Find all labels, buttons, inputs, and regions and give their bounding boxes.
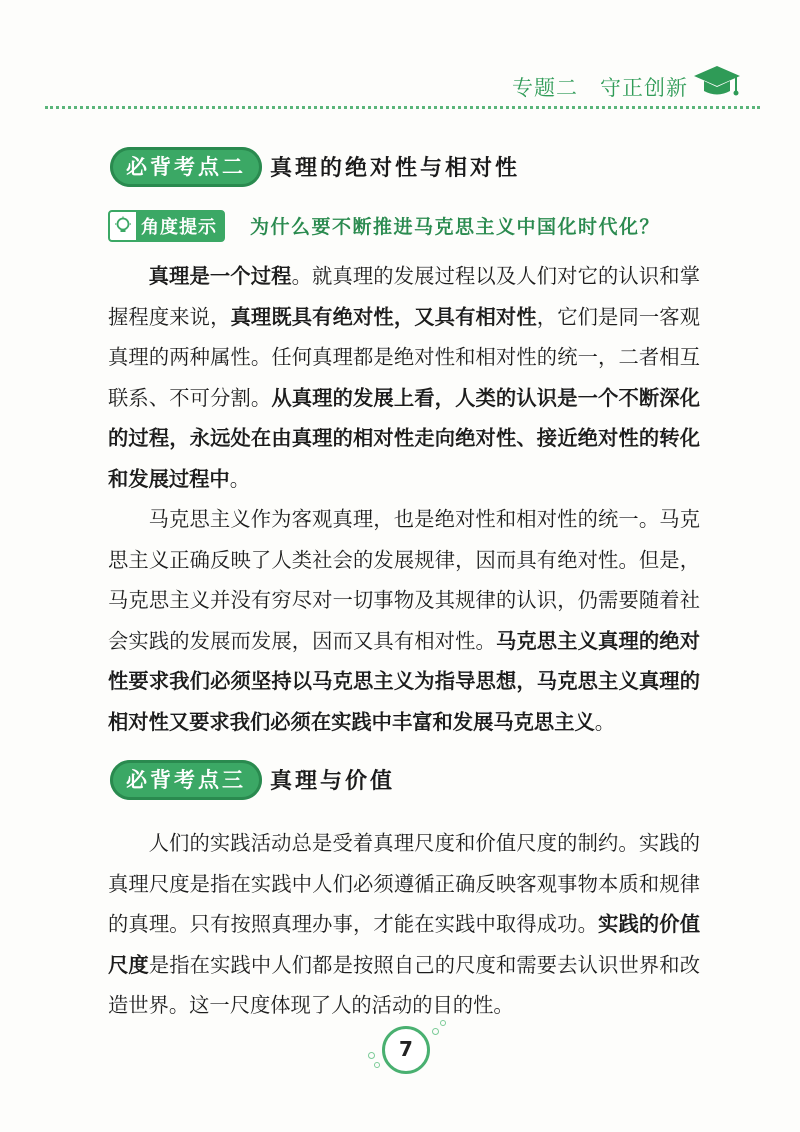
header-divider	[45, 106, 760, 109]
hint-label: 角度提示	[141, 217, 217, 238]
page-header	[0, 60, 800, 108]
key-phrase: 真理是一个过程	[148, 264, 292, 288]
key-phrase: 实践的价值尺度	[108, 912, 700, 977]
paragraph: 马克思主义作为客观真理，也是绝对性和相对性的统一。马克思主义正确反映了人类社会的发展规律，因而具有绝对性。但是，马克思主义并没有穷尽对一切事物及其规律的认识，仍需要随着社会实践的发展而发展，因而又具有相对性。马克思主义真理的绝对性要求我们必须坚持以马克思主义为指导思想，马克思主义真理的相对性又要求我们必须在实践中丰富和发展马克思主义。	[108, 507, 700, 734]
chapter-title: 专题二 守正创新	[512, 76, 688, 100]
section-heading	[110, 147, 630, 191]
section-title: 真理与价值	[270, 769, 396, 794]
lightbulb-icon	[114, 216, 132, 236]
key-phrase: 真理既具有绝对性，又具有相对性	[230, 304, 537, 329]
section-heading	[110, 760, 530, 804]
paragraph: 人们的实践活动总是受着真理尺度和价值尺度的制约。实践的真理尺度是指在实践中人们必须遵循正确反映客观事物本质和规律的真理。只有按照真理办事，才能在实践中取得成功。实践的价值尺度是指在实践中人们都是按照自己的尺度和需要去认识世界和改造世界。这一尺度体现了人的活动的目的性。	[108, 831, 700, 1017]
paragraph: 真理是一个过程。就真理的发展过程以及人们对它的认识和掌握程度来说，真理既具有绝对性，又具有相对性，它们是同一客观真理的两种属性。任何真理都是绝对性和相对性的统一，二者相互联系、不可分割。从真理的发展上看，人类的认识是一个不断深化的过程，永远处在由真理的相对性走向绝对性、接近绝对性的转化和发展过程中。	[108, 264, 700, 491]
hint-question: 为什么要不断推进马克思主义中国化时代化？	[250, 216, 661, 238]
section-title: 真理的绝对性与相对性	[270, 156, 521, 181]
angle-hint	[108, 210, 728, 240]
page-number-label: 7	[399, 1037, 413, 1061]
page-number	[382, 1026, 430, 1074]
key-phrase: 从真理的发展上看，人类的认识是一个不断深化的过程，永远处在由真理的相对性走向绝对性、接近绝对性的转化和发展过程中	[108, 385, 700, 491]
hint-label-box	[108, 210, 225, 242]
section-badge: 必背考点二	[110, 147, 262, 187]
section-badge: 必背考点三	[110, 760, 262, 800]
key-phrase: 马克思主义真理的绝对性要求我们必须坚持以马克思主义为指导思想，马克思主义真理的相对性又要求我们必须在实践中丰富和发展马克思主义	[108, 628, 700, 734]
graduation-cap-icon	[692, 62, 742, 102]
